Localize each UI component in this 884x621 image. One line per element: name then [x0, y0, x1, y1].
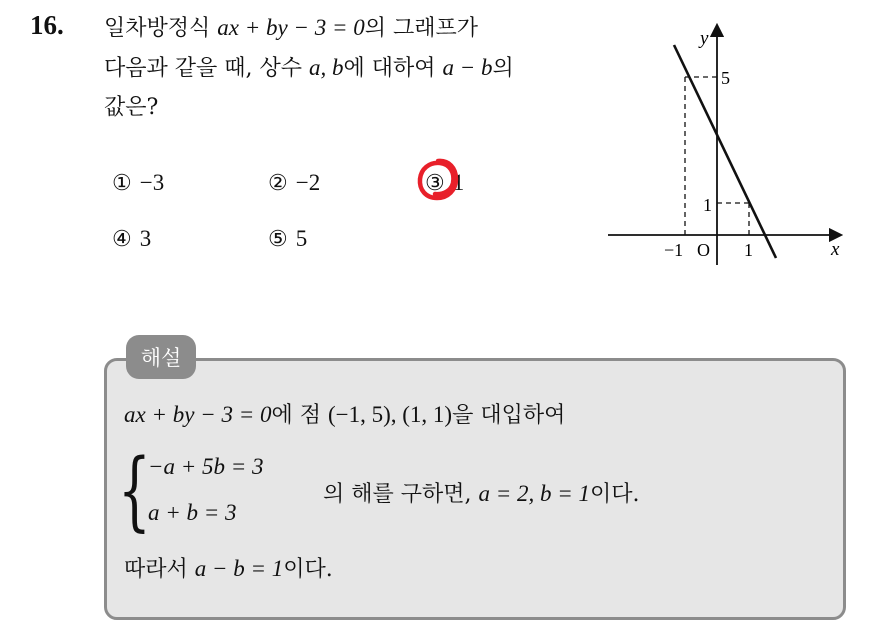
choice-marker: ③ — [425, 171, 445, 196]
origin-label: O — [697, 240, 710, 260]
choice-1[interactable] — [112, 170, 164, 196]
answer-mark-stroke — [420, 161, 456, 198]
solution-line-1: ax + by − 3 = 0에 점 (−1, 5), (1, 1)을 대입하여 — [124, 402, 566, 428]
choice-value: −3 — [139, 170, 165, 195]
problem-number: 16. — [30, 10, 64, 40]
choice-value: −2 — [295, 170, 321, 195]
choice-marker: ② — [268, 171, 288, 196]
choice-marker: ⑤ — [268, 227, 288, 252]
solution-tag: 해설 — [126, 335, 196, 379]
problem-stem — [104, 8, 604, 127]
choice-4[interactable] — [112, 226, 151, 252]
tick-y-1: 1 — [703, 195, 712, 215]
choice-5[interactable] — [268, 226, 307, 252]
tick-x-neg1: −1 — [664, 240, 684, 260]
choice-marker: ④ — [112, 227, 132, 252]
y-axis-label: y — [700, 28, 709, 49]
x-axis-label: x — [831, 239, 840, 260]
choice-value: 5 — [295, 226, 308, 251]
system-brace: { — [118, 441, 151, 541]
solution-line-3: 따라서 a − b = 1이다. — [124, 556, 333, 582]
system-eq-2: a + b = 3 — [148, 500, 237, 525]
equation: ax + by − 3 = 0 — [217, 15, 365, 40]
system-eq-1: −a + 5b = 3 — [148, 454, 264, 479]
stem-line-1: 일차방정식 ax + by − 3 = 0의 그래프가 — [104, 15, 479, 41]
choice-value: 3 — [139, 226, 152, 251]
solution-line-2: 의 해를 구하면, a = 2, b = 1이다. — [323, 481, 640, 507]
stem-line-3: 값은? — [104, 95, 159, 120]
choice-value: 1 — [452, 170, 465, 195]
stem-line-2: 다음과 같을 때, 상수 a, b에 대하여 a − b의 — [104, 55, 514, 81]
choice-marker: ① — [112, 171, 132, 196]
choice-2[interactable] — [268, 170, 320, 196]
tick-x-1: 1 — [744, 240, 753, 260]
line-graph — [604, 20, 854, 270]
answer-mark-icon — [413, 155, 463, 205]
tick-y-5: 5 — [721, 68, 730, 88]
